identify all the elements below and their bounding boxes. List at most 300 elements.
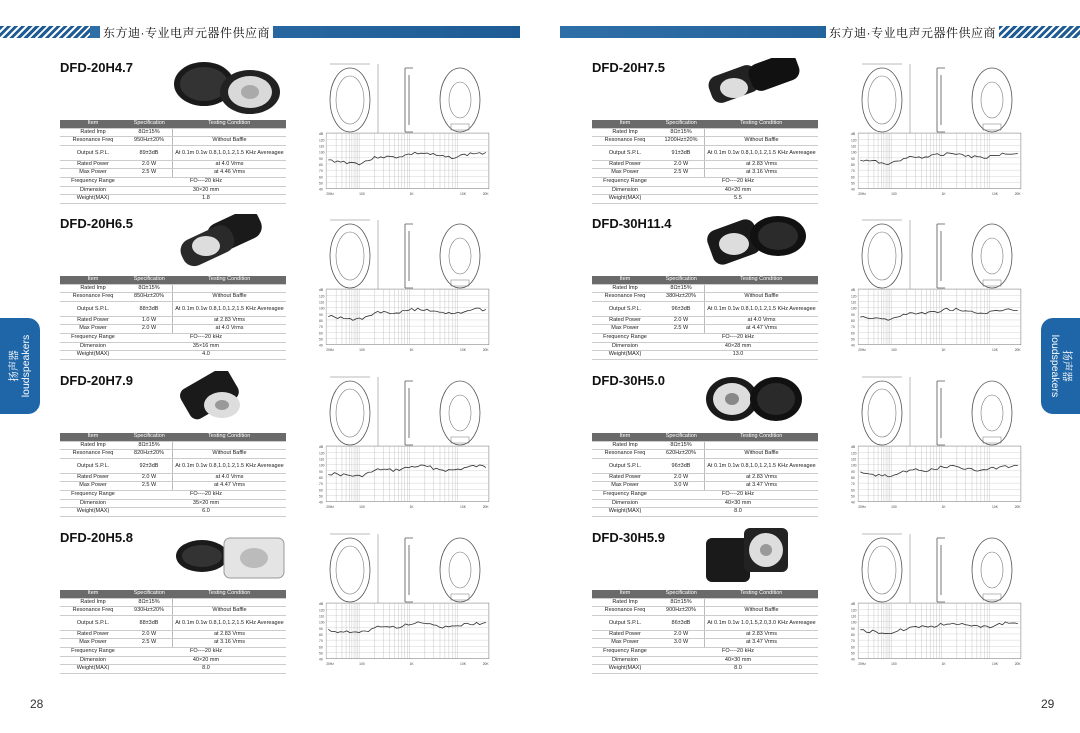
graph-y-tick: 60 xyxy=(851,331,855,336)
row-label: Dimension xyxy=(60,656,126,665)
dimension-drawing xyxy=(857,216,1022,294)
th-test: Testing Condition xyxy=(173,120,287,128)
graph-y-tick: 70 xyxy=(851,325,855,330)
test-cond xyxy=(705,128,819,137)
graph-x-tick: 10K xyxy=(460,504,466,509)
row-label: Dimension xyxy=(60,342,126,351)
graph-x-tick: 20Hz xyxy=(326,347,334,352)
test-cond: Without Baffle xyxy=(705,293,819,302)
graph-x-tick: 10K xyxy=(992,661,998,666)
graph-y-tick: 40 xyxy=(851,500,855,505)
graph-y-tick: 40 xyxy=(319,500,323,505)
spec-table xyxy=(60,590,286,674)
graph-y-tick: 80 xyxy=(851,319,855,324)
test-cond: At 0.1m 0.1w 0.8,1.0,1.2,1.5 KHz Avereagee xyxy=(705,301,819,316)
test-cond: Without Baffle xyxy=(173,293,287,302)
row-label: Rated Power xyxy=(592,160,658,169)
spec-table xyxy=(592,120,818,204)
graph-y-tick: 40 xyxy=(851,187,855,192)
graph-y-tick: 110 xyxy=(851,300,857,305)
graph-y-tick: 50 xyxy=(319,337,323,342)
graph-x-tick: 10K xyxy=(460,191,466,196)
frequency-response-graph xyxy=(850,130,1025,200)
spec-value: 6.0 xyxy=(126,508,286,517)
graph-y-tick: 100 xyxy=(851,463,857,468)
spec-value: 2.0 W xyxy=(126,473,173,482)
spec-value: 2.5 W xyxy=(126,639,173,648)
spec-table xyxy=(60,120,286,204)
graph-x-tick: 100 xyxy=(359,347,365,352)
graph-y-tick: 90 xyxy=(851,156,855,161)
graph-y-tick: dB xyxy=(319,132,324,137)
model-name: DFD-20H7.5 xyxy=(592,60,665,75)
spec-value: 13.0 xyxy=(658,351,818,360)
graph-x-tick: 10K xyxy=(460,347,466,352)
graph-y-tick: 110 xyxy=(319,457,325,462)
model-name: DFD-20H7.9 xyxy=(60,373,133,388)
spec-value: 2.0 W xyxy=(658,473,705,482)
graph-y-tick: 60 xyxy=(319,175,323,180)
graph-y-tick: dB xyxy=(319,602,324,607)
spec-value: 8Ω±15% xyxy=(126,128,173,137)
test-cond: at 4.0 Vrms xyxy=(173,473,287,482)
test-cond: at 4.0 Vrms xyxy=(705,316,819,325)
spec-value: FO----20 kHz xyxy=(126,647,286,656)
graph-x-tick: 1K xyxy=(409,661,414,666)
graph-y-tick: 80 xyxy=(851,633,855,638)
graph-x-tick: 20Hz xyxy=(326,661,334,666)
spec-value: 2.0 W xyxy=(126,160,173,169)
row-label: Resonance Freq xyxy=(60,450,126,459)
row-label: Output S.P.L. xyxy=(592,145,658,160)
spec-value: 2.0 W xyxy=(658,316,705,325)
row-label: Resonance Freq xyxy=(60,607,126,616)
graph-y-tick: 100 xyxy=(851,150,857,155)
th-test: Testing Condition xyxy=(705,590,819,598)
test-cond: Without Baffle xyxy=(173,137,287,146)
graph-y-tick: 120 xyxy=(851,138,857,143)
row-label: Rated Imp xyxy=(60,284,126,293)
spec-table xyxy=(592,433,818,517)
spec-value: 2.5 W xyxy=(126,169,173,178)
graph-y-tick: 60 xyxy=(319,645,323,650)
th-spec: Specification xyxy=(126,120,173,128)
graph-y-tick: 90 xyxy=(319,469,323,474)
row-label: Max Power xyxy=(592,169,658,178)
graph-y-tick: 70 xyxy=(319,482,323,487)
row-label: Rated Imp xyxy=(60,598,126,607)
graph-y-tick: 100 xyxy=(851,620,857,625)
spec-value: 96±3dB xyxy=(658,458,705,473)
graph-x-tick: 10K xyxy=(992,504,998,509)
spec-value: 2.5 W xyxy=(658,169,705,178)
row-label: Rated Power xyxy=(592,316,658,325)
row-label: Frequency Range xyxy=(60,647,126,656)
graph-y-tick: 120 xyxy=(851,294,857,299)
spec-value: 40×30 mm xyxy=(658,499,818,508)
th-spec: Specification xyxy=(126,276,173,284)
test-cond: at 4.0 Vrms xyxy=(173,160,287,169)
product-block xyxy=(60,371,500,521)
row-label: Output S.P.L. xyxy=(592,301,658,316)
graph-y-tick: 120 xyxy=(319,294,325,299)
model-name: DFD-30H5.0 xyxy=(592,373,665,388)
spec-value: 8Ω±15% xyxy=(126,598,173,607)
graph-y-tick: 40 xyxy=(851,343,855,348)
product-photo xyxy=(704,528,819,586)
product-photo xyxy=(172,214,287,272)
test-cond: at 4.0 Vrms xyxy=(173,325,287,334)
row-label: Max Power xyxy=(60,639,126,648)
graph-x-tick: 100 xyxy=(359,504,365,509)
graph-y-tick: 100 xyxy=(851,306,857,311)
graph-y-tick: 40 xyxy=(319,187,323,192)
graph-y-tick: 80 xyxy=(319,163,323,168)
graph-x-tick: 20K xyxy=(1014,504,1021,509)
model-name: DFD-30H5.9 xyxy=(592,530,665,545)
row-label: Resonance Freq xyxy=(592,293,658,302)
row-label: Dimension xyxy=(592,342,658,351)
graph-y-tick: 120 xyxy=(851,451,857,456)
graph-x-tick: 100 xyxy=(891,661,897,666)
th-spec: Specification xyxy=(658,276,705,284)
test-cond xyxy=(173,441,287,450)
test-cond: at 2.83 Vrms xyxy=(173,630,287,639)
side-tab-right-en: loudspeakers xyxy=(1049,334,1061,398)
spec-value: 8.0 xyxy=(658,665,818,674)
graph-y-tick: 70 xyxy=(319,639,323,644)
graph-y-tick: 110 xyxy=(319,144,325,149)
graph-y-tick: 40 xyxy=(319,657,323,662)
th-test: Testing Condition xyxy=(705,120,819,128)
graph-y-tick: 60 xyxy=(851,645,855,650)
spec-value: 8Ω±15% xyxy=(126,284,173,293)
header-title-left: 东方迪·专业电声元器件供应商 xyxy=(100,24,273,41)
th-item: Item xyxy=(60,120,126,128)
graph-y-tick: 120 xyxy=(851,608,857,613)
test-cond: At 0.1m 0.1w 0.8,1.0,1.2,1.5 KHz Avereagee xyxy=(173,145,287,160)
spec-value: FO----20 kHz xyxy=(126,177,286,186)
graph-y-tick: 110 xyxy=(319,614,325,619)
graph-y-tick: 110 xyxy=(851,457,857,462)
spec-value: 850Hz±20% xyxy=(126,293,173,302)
th-test: Testing Condition xyxy=(705,433,819,441)
graph-y-tick: dB xyxy=(851,132,856,137)
row-label: Max Power xyxy=(60,325,126,334)
spec-value: 900Hz±20% xyxy=(658,607,705,616)
spec-value: 620Hz±20% xyxy=(658,450,705,459)
spec-value: 3.0 W xyxy=(658,639,705,648)
spec-value: 92±3dB xyxy=(126,458,173,473)
row-label: Rated Imp xyxy=(592,128,658,137)
spec-value: 2.5 W xyxy=(126,482,173,491)
graph-y-tick: 40 xyxy=(851,657,855,662)
row-label: Weight(MAX) xyxy=(592,665,658,674)
row-label: Rated Power xyxy=(592,473,658,482)
spec-value: 380Hz±20% xyxy=(658,293,705,302)
test-cond: at 2.83 Vrms xyxy=(705,630,819,639)
test-cond: At 0.1m 0.1w 0.8,1.0,1.2,1.5 KHz Avereagee xyxy=(173,458,287,473)
test-cond: at 3.16 Vrms xyxy=(705,169,819,178)
row-label: Output S.P.L. xyxy=(60,301,126,316)
spec-value: 2.0 W xyxy=(126,325,173,334)
th-spec: Specification xyxy=(126,433,173,441)
row-label: Resonance Freq xyxy=(60,137,126,146)
product-photo xyxy=(172,528,287,586)
spec-value: 91±3dB xyxy=(658,145,705,160)
spec-value: 3.0 W xyxy=(658,482,705,491)
test-cond xyxy=(173,284,287,293)
row-label: Rated Power xyxy=(60,160,126,169)
spec-value: FO----20 kHz xyxy=(658,177,818,186)
row-label: Frequency Range xyxy=(60,177,126,186)
test-cond: Without Baffle xyxy=(705,607,819,616)
graph-y-tick: 80 xyxy=(319,476,323,481)
product-block xyxy=(60,58,500,208)
graph-y-tick: dB xyxy=(319,288,324,293)
th-item: Item xyxy=(60,433,126,441)
graph-y-tick: 50 xyxy=(851,181,855,186)
spec-value: 8.0 xyxy=(658,508,818,517)
side-tab-left xyxy=(0,318,40,414)
graph-x-tick: 1K xyxy=(409,347,414,352)
spec-value: FO----20 kHz xyxy=(658,333,818,342)
row-label: Weight(MAX) xyxy=(60,665,126,674)
spec-value: FO----20 kHz xyxy=(658,490,818,499)
row-label: Max Power xyxy=(592,639,658,648)
graph-y-tick: 80 xyxy=(851,476,855,481)
spec-value: 89±3dB xyxy=(126,145,173,160)
graph-y-tick: dB xyxy=(851,288,856,293)
graph-x-tick: 1K xyxy=(941,347,946,352)
spec-value: 1200Hz±20% xyxy=(658,137,705,146)
graph-x-tick: 100 xyxy=(891,347,897,352)
row-label: Frequency Range xyxy=(592,177,658,186)
spec-value: FO----20 kHz xyxy=(126,333,286,342)
th-spec: Specification xyxy=(126,590,173,598)
test-cond: At 0.1m 0.1w 0.8,1.0,1.2,1.5 KHz Avereagee xyxy=(705,458,819,473)
row-label: Frequency Range xyxy=(592,333,658,342)
graph-x-tick: 20K xyxy=(482,347,489,352)
th-item: Item xyxy=(592,120,658,128)
graph-x-tick: 20K xyxy=(1014,191,1021,196)
spec-value: 88±3dB xyxy=(126,615,173,630)
th-test: Testing Condition xyxy=(173,590,287,598)
spec-table xyxy=(60,276,286,360)
th-item: Item xyxy=(592,276,658,284)
graph-x-tick: 20Hz xyxy=(326,191,334,196)
graph-y-tick: 110 xyxy=(319,300,325,305)
row-label: Dimension xyxy=(592,656,658,665)
row-label: Dimension xyxy=(60,499,126,508)
graph-x-tick: 1K xyxy=(409,191,414,196)
test-cond: at 2.83 Vrms xyxy=(173,316,287,325)
graph-y-tick: 50 xyxy=(319,181,323,186)
graph-y-tick: 40 xyxy=(319,343,323,348)
spec-value: 8.0 xyxy=(126,665,286,674)
spec-value: 2.0 W xyxy=(126,630,173,639)
graph-y-tick: 80 xyxy=(319,633,323,638)
spec-value: 2.0 W xyxy=(658,630,705,639)
product-photo xyxy=(172,58,287,116)
row-label: Output S.P.L. xyxy=(60,458,126,473)
th-item: Item xyxy=(60,276,126,284)
spec-value: 35×16 mm xyxy=(126,342,286,351)
spec-value: 4.0 xyxy=(126,351,286,360)
row-label: Resonance Freq xyxy=(592,137,658,146)
graph-y-tick: 90 xyxy=(851,469,855,474)
spec-value: 30×20 mm xyxy=(126,186,286,195)
test-cond: At 0.1m 0.1w 0.8,1.0,1.2,1.5 KHz Avereagee xyxy=(705,145,819,160)
spec-value: 5.5 xyxy=(658,195,818,204)
test-cond: at 3.47 Vrms xyxy=(705,639,819,648)
graph-y-tick: dB xyxy=(851,445,856,450)
row-label: Resonance Freq xyxy=(592,607,658,616)
graph-y-tick: 80 xyxy=(319,319,323,324)
spec-value: 8Ω±15% xyxy=(126,441,173,450)
th-spec: Specification xyxy=(658,433,705,441)
side-tab-right xyxy=(1041,318,1080,414)
graph-y-tick: 120 xyxy=(319,138,325,143)
graph-x-tick: 20Hz xyxy=(326,504,334,509)
row-label: Weight(MAX) xyxy=(592,351,658,360)
graph-x-tick: 10K xyxy=(460,661,466,666)
row-label: Resonance Freq xyxy=(592,450,658,459)
row-label: Rated Power xyxy=(60,316,126,325)
spec-value: 40×30 mm xyxy=(658,656,818,665)
test-cond: at 2.83 Vrms xyxy=(705,160,819,169)
graph-y-tick: 60 xyxy=(319,488,323,493)
row-label: Max Power xyxy=(592,482,658,491)
graph-y-tick: 80 xyxy=(851,163,855,168)
graph-x-tick: 20K xyxy=(482,191,489,196)
row-label: Max Power xyxy=(60,169,126,178)
graph-y-tick: 90 xyxy=(319,156,323,161)
graph-y-tick: 120 xyxy=(319,608,325,613)
dimension-drawing xyxy=(857,60,1022,138)
test-cond: Without Baffle xyxy=(173,607,287,616)
model-name: DFD-20H6.5 xyxy=(60,216,133,231)
spec-value: 8Ω±15% xyxy=(658,598,705,607)
row-label: Dimension xyxy=(60,186,126,195)
th-item: Item xyxy=(592,590,658,598)
th-test: Testing Condition xyxy=(173,276,287,284)
spec-value: 40×28 mm xyxy=(658,342,818,351)
graph-y-tick: 50 xyxy=(319,651,323,656)
spec-value: 820Hz±20% xyxy=(126,450,173,459)
product-photo xyxy=(704,58,819,116)
spec-value: 2.0 W xyxy=(658,160,705,169)
spec-table xyxy=(60,433,286,517)
graph-y-tick: 120 xyxy=(319,451,325,456)
graph-x-tick: 100 xyxy=(359,191,365,196)
spec-value: 950Hz±20% xyxy=(126,137,173,146)
product-block xyxy=(592,214,1032,364)
product-photo xyxy=(704,214,819,272)
row-label: Rated Imp xyxy=(592,598,658,607)
product-block xyxy=(592,371,1032,521)
product-block xyxy=(60,214,500,364)
graph-x-tick: 10K xyxy=(992,347,998,352)
graph-y-tick: 70 xyxy=(851,482,855,487)
product-block xyxy=(592,528,1032,678)
side-tab-left-en: loudspeakers xyxy=(20,334,32,398)
test-cond: at 4.47 Vrms xyxy=(705,325,819,334)
th-spec: Specification xyxy=(658,120,705,128)
row-label: Weight(MAX) xyxy=(592,195,658,204)
row-label: Frequency Range xyxy=(592,647,658,656)
dimension-drawing xyxy=(325,60,490,138)
dimension-drawing xyxy=(325,216,490,294)
frequency-response-graph xyxy=(850,600,1025,670)
spec-value: 35×20 mm xyxy=(126,499,286,508)
th-test: Testing Condition xyxy=(173,433,287,441)
graph-y-tick: 90 xyxy=(319,312,323,317)
spec-value: 1.8 xyxy=(126,195,286,204)
test-cond: At 0.1m 0.1w 0.8,1.0,1.2,1.5 KHz Avereagee xyxy=(173,301,287,316)
graph-x-tick: 1K xyxy=(409,504,414,509)
row-label: Output S.P.L. xyxy=(592,615,658,630)
th-spec: Specification xyxy=(658,590,705,598)
spec-value: 8Ω±15% xyxy=(658,284,705,293)
graph-x-tick: 1K xyxy=(941,504,946,509)
frequency-response-graph xyxy=(318,443,493,513)
graph-y-tick: 90 xyxy=(851,626,855,631)
graph-y-tick: 60 xyxy=(851,488,855,493)
th-item: Item xyxy=(592,433,658,441)
side-tab-left-cn: 扬声器 xyxy=(8,350,20,382)
row-label: Dimension xyxy=(592,499,658,508)
graph-x-tick: 100 xyxy=(359,661,365,666)
graph-x-tick: 20Hz xyxy=(858,504,866,509)
row-label: Max Power xyxy=(592,325,658,334)
spec-value: 930Hz±20% xyxy=(126,607,173,616)
graph-y-tick: 70 xyxy=(851,169,855,174)
test-cond: at 3.16 Vrms xyxy=(173,639,287,648)
dimension-drawing xyxy=(325,373,490,451)
row-label: Output S.P.L. xyxy=(592,458,658,473)
row-label: Rated Imp xyxy=(60,128,126,137)
graph-x-tick: 20Hz xyxy=(858,661,866,666)
product-block xyxy=(60,528,500,678)
graph-x-tick: 1K xyxy=(941,191,946,196)
row-label: Output S.P.L. xyxy=(60,615,126,630)
test-cond: Without Baffle xyxy=(705,450,819,459)
spec-value: 40×20 mm xyxy=(126,656,286,665)
frequency-response-graph xyxy=(318,286,493,356)
row-label: Resonance Freq xyxy=(60,293,126,302)
row-label: Weight(MAX) xyxy=(60,195,126,204)
graph-y-tick: 60 xyxy=(851,175,855,180)
frequency-response-graph xyxy=(850,443,1025,513)
graph-y-tick: 90 xyxy=(319,626,323,631)
row-label: Frequency Range xyxy=(592,490,658,499)
product-photo xyxy=(704,371,819,429)
graph-x-tick: 20K xyxy=(482,504,489,509)
test-cond: At 0.1m 0.1w 1.0,1.5,2.0,3.0 KHz Avereagee xyxy=(705,615,819,630)
row-label: Rated Imp xyxy=(592,441,658,450)
row-label: Rated Power xyxy=(592,630,658,639)
spec-value: FO----20 kHz xyxy=(126,490,286,499)
header-banner-hatch-right xyxy=(985,26,1080,38)
frequency-response-graph xyxy=(318,600,493,670)
test-cond: at 2.83 Vrms xyxy=(705,473,819,482)
graph-x-tick: 100 xyxy=(891,504,897,509)
page-number-left: 28 xyxy=(30,697,44,711)
graph-x-tick: 10K xyxy=(992,191,998,196)
graph-y-tick: 70 xyxy=(319,325,323,330)
spec-value: 1.0 W xyxy=(126,316,173,325)
